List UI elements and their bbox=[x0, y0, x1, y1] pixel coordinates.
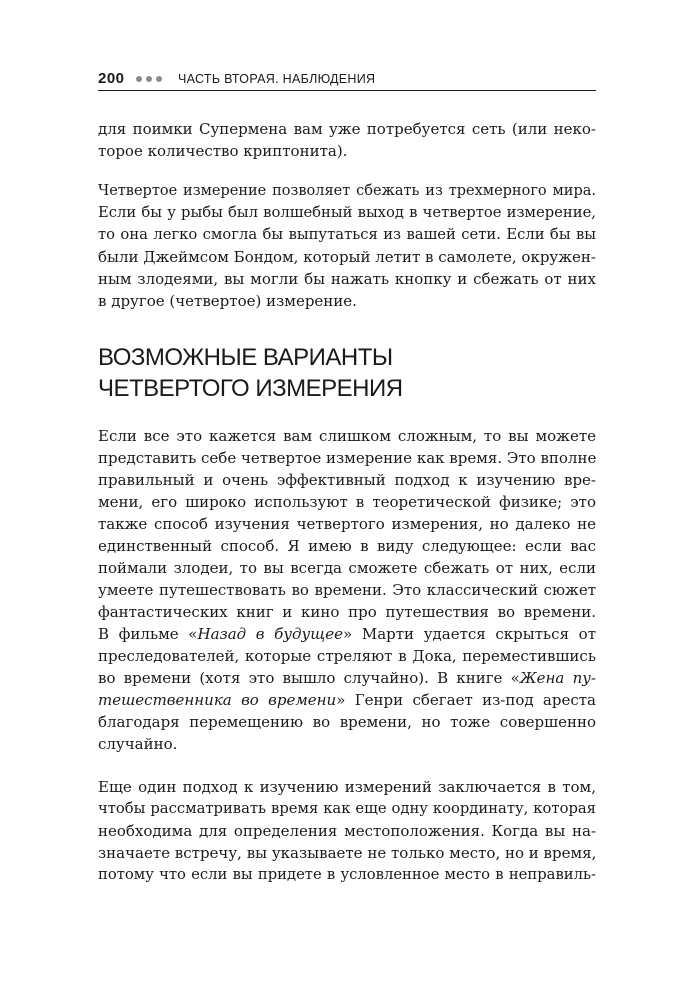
text-line: были Джеймсом Бондом, который летит в самолете, окружен- bbox=[98, 248, 596, 266]
text-line: правильный и очень эффективный подход к изучению вре- bbox=[98, 471, 596, 489]
book-title: Жена пу- bbox=[519, 669, 596, 687]
text-line: Если бы у рыбы был волшебный выход в четвертое измерение, bbox=[98, 204, 596, 221]
text-run: во времени (хотя это вышло случайно). В книге « bbox=[98, 669, 520, 687]
section-heading-line: ВОЗМОЖНЫЕ ВАРИАНТЫ bbox=[98, 344, 393, 371]
section-heading bbox=[98, 342, 596, 404]
paragraph bbox=[98, 118, 596, 162]
book-title: тешественника во времени bbox=[98, 691, 337, 709]
text-line: единственный способ. Я имею в виду следующее: если вас bbox=[98, 537, 596, 555]
text-line: чтобы рассматривать время как еще одну координату, которая bbox=[98, 800, 596, 817]
text-line: торое количество криптонита). bbox=[98, 142, 348, 160]
text-line: Еще один подход к изучению измерений заключается в том, bbox=[98, 778, 596, 796]
text-line: то она легко смогла бы выпутаться из вашей сети. Если бы вы bbox=[98, 226, 596, 243]
text-line: Если все это кажется вам слишком сложным, то вы можете bbox=[98, 427, 596, 445]
ornament-dots-icon bbox=[136, 70, 162, 88]
paragraph bbox=[98, 776, 596, 886]
text-line bbox=[98, 623, 596, 645]
section-heading-line: ЧЕТВЕРТОГО ИЗМЕРЕНИЯ bbox=[98, 375, 403, 402]
text-line: Четвертое измерение позволяет сбежать из трехмерного мира. bbox=[98, 183, 596, 199]
text-run: В фильме « bbox=[98, 625, 198, 643]
paragraph bbox=[98, 180, 596, 312]
text-run: » Генри сбегает из-под ареста bbox=[336, 691, 596, 709]
text-line: умеете путешествовать во времени. Это классический сюжет bbox=[98, 581, 596, 599]
paragraph bbox=[98, 425, 596, 755]
text-line: преследователей, которые стреляют в Дока, переместившись bbox=[98, 647, 596, 665]
header-rule bbox=[98, 90, 596, 91]
text-line: фантастических книг и кино про путешествия во времени. bbox=[98, 603, 596, 621]
text-line: ным злодеями, вы могли бы нажать кнопку и сбежать от них bbox=[98, 270, 596, 288]
text-line bbox=[98, 667, 596, 689]
text-line bbox=[98, 689, 596, 711]
text-line: также способ изучения четвертого измерения, но далеко не bbox=[98, 515, 596, 533]
running-head bbox=[98, 66, 596, 88]
text-line: случайно. bbox=[98, 735, 178, 753]
text-line: поймали злодеи, то вы всегда сможете сбежать от них, если bbox=[98, 559, 596, 577]
text-line: мени, его широко используют в теоретической физике; это bbox=[98, 493, 596, 511]
page-number: 200 bbox=[98, 70, 125, 87]
text-line: в другое (четвертое) измерение. bbox=[98, 292, 357, 310]
text-line: необходима для определения местоположения. Когда вы на- bbox=[98, 822, 596, 840]
text-run: » Марти удается скрыться от bbox=[343, 625, 597, 643]
running-head-section: ЧАСТЬ ВТОРАЯ. НАБЛЮДЕНИЯ bbox=[178, 72, 376, 86]
text-line: для поимки Супермена вам уже потребуется сеть (или неко- bbox=[98, 120, 596, 138]
film-title: Назад в будущее bbox=[197, 625, 344, 643]
text-line: значаете встречу, вы указываете не только место, но и время, bbox=[98, 844, 597, 862]
text-line: представить себе четвертое измерение как время. Это вполне bbox=[98, 449, 597, 467]
text-line: потому что если вы придете в условленное место в неправиль- bbox=[98, 866, 596, 883]
text-line: благодаря перемещению во времени, но тоже совершенно bbox=[98, 713, 596, 731]
